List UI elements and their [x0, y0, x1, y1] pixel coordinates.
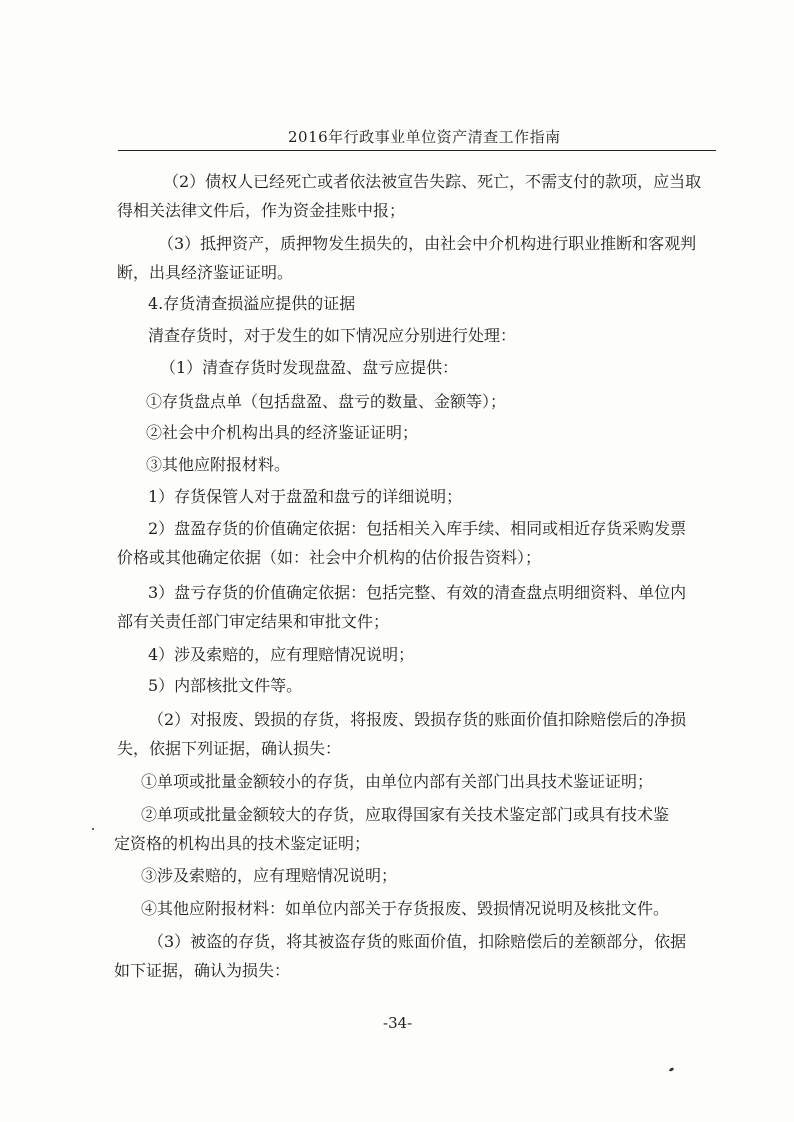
text-line: 失，依据下列证据，确认损失： [117, 739, 342, 758]
text-line: 2）盘盈存货的价值确定依据：包括相关入库手续、相同或相近存货采购发票 [148, 519, 687, 538]
text-line: 定资格的机构出具的技术鉴定证明； [114, 834, 371, 853]
text-line: （3）抵押资产，质押物发生损失的，由社会中介机构进行职业推断和客观判 [158, 234, 697, 253]
scan-speck [669, 1067, 675, 1072]
text-line: 断，出具经济鉴证证明。 [117, 263, 294, 282]
page-number: -34- [383, 1014, 413, 1032]
text-line: ③其他应附报材料。 [146, 455, 291, 474]
header-title: 2016年行政事业单位资产清查工作指南 [288, 128, 561, 146]
text-line: ②单项或批量金额较大的存货，应取得国家有关技术鉴定部门或具有技术鉴 [141, 805, 670, 824]
text-line: （3）被盗的存货，将其被盗存货的账面价值，扣除赔偿后的差额部分，依据 [148, 932, 687, 951]
text-line: 部有关责任部门审定结果和审批文件； [117, 612, 390, 631]
scan-speck [92, 828, 94, 830]
text-line: （2）对报废、毁损的存货，将报废、毁损存货的账面价值扣除赔偿后的净损 [148, 710, 687, 729]
text-line: 价格或其他确定依据（如：社会中介机构的估价报告资料）； [117, 548, 542, 567]
text-line: ②社会中介机构出具的经济鉴证证明； [146, 423, 419, 442]
text-line: 3）盘亏存货的价值确定依据：包括完整、有效的清查盘点明细资料、单位内 [148, 583, 687, 602]
text-line: ①存货盘点单（包括盘盈、盘亏的数量、金额等）； [146, 392, 507, 411]
text-line: 4）涉及索赔的，应有理赔情况说明； [148, 645, 415, 664]
text-line: 1）存货保管人对于盘盈和盘亏的详细说明； [148, 487, 463, 506]
text-line: 如下证据，确认为损失： [114, 961, 291, 980]
section-heading: 4.存货清查损溢应提供的证据 [148, 294, 356, 313]
header-rule [118, 150, 716, 151]
text-line: 清查存货时，对于发生的如下情况应分别进行处理： [148, 326, 517, 345]
text-line: 得相关法律文件后，作为资金挂账中报； [117, 201, 406, 220]
text-line: （2）债权人已经死亡或者依法被宣告失踪、死亡，不需支付的款项，应当取 [163, 172, 702, 191]
running-header [118, 126, 716, 152]
text-line: ①单项或批量金额较小的存货，由单位内部有关部门出具技术鉴证证明； [141, 772, 654, 791]
text-line: （1）清查存货时发现盘盈、盘亏应提供： [160, 358, 459, 377]
text-line: ③涉及索赔的，应有理赔情况说明； [141, 866, 398, 885]
text-line: 5）内部核批文件等。 [148, 676, 303, 695]
text-line: ④其他应附报材料：如单位内部关于存货报废、毁损情况说明及核批文件。 [141, 899, 670, 918]
